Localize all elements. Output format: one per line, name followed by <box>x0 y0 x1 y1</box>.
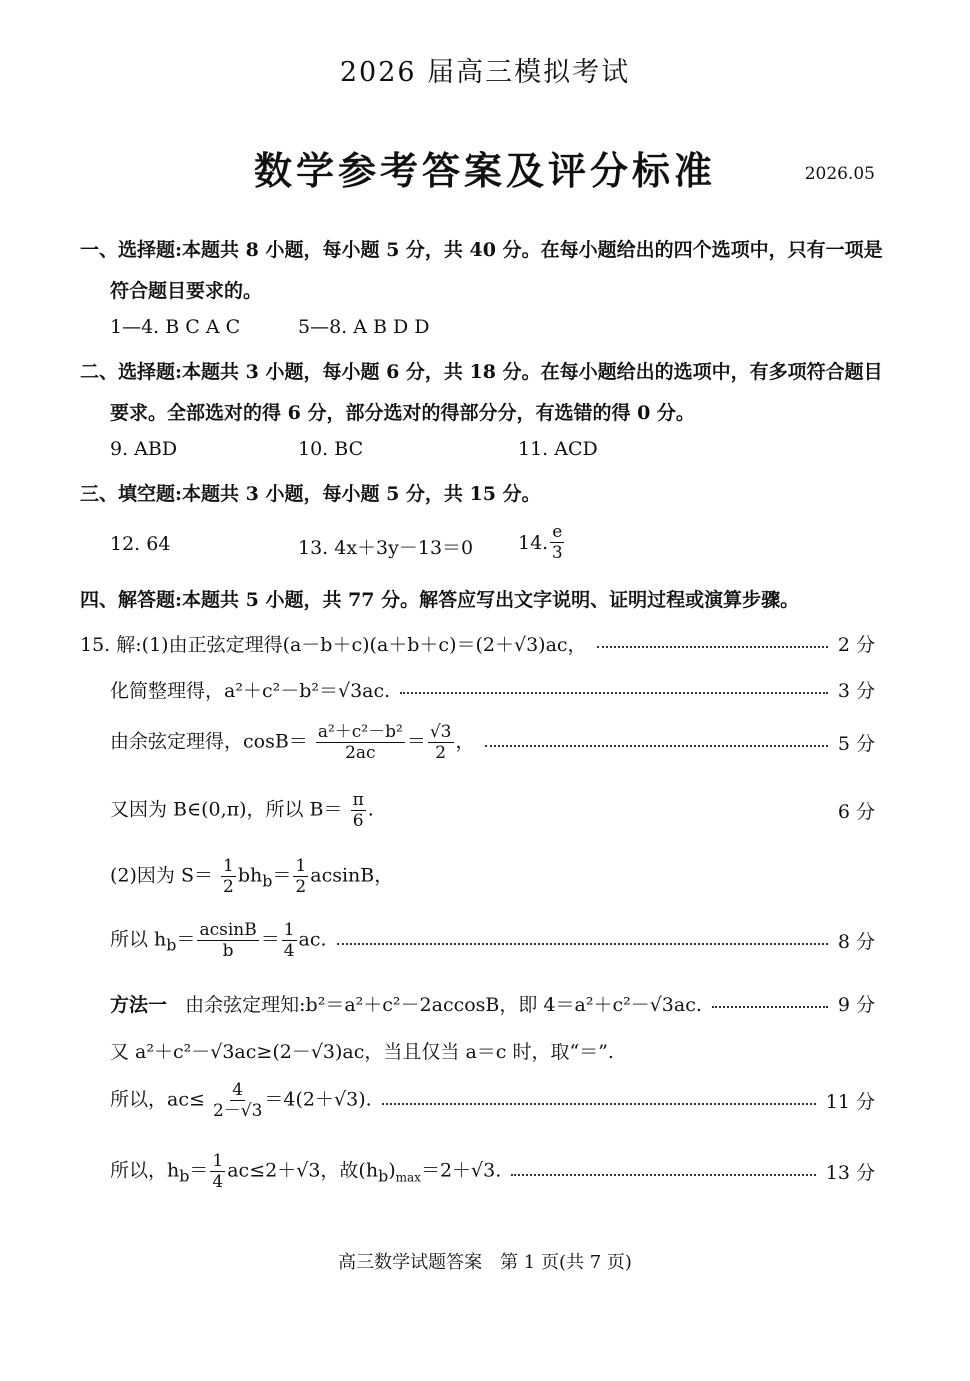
part2-answer-10: 10. BC <box>298 438 364 460</box>
answer-14-label: 14. <box>518 531 549 554</box>
one-half-fraction <box>221 856 236 897</box>
line-7-text: 由余弦定理知:b²＝a²＋c²－2accosB，即 4＝a²＋c²－√3ac. <box>185 994 702 1016</box>
four-over-fraction <box>213 1080 262 1121</box>
part2-answer-11: 11. ACD <box>518 438 598 460</box>
max-subscript: max <box>395 1170 421 1185</box>
score-label: 8 分 <box>837 931 875 953</box>
one-half-fraction-2 <box>293 856 308 897</box>
solution-line-5 <box>110 856 875 897</box>
solution-line-4 <box>110 790 875 831</box>
solution-line-9 <box>110 1080 875 1121</box>
fraction-numerator: 1 <box>295 856 307 876</box>
fraction-numerator: √3 <box>429 722 452 742</box>
one-quarter-fraction <box>210 1151 225 1192</box>
part2-heading-line1: 二、选择题:本题共 3 小题，每小题 6 分，共 18 分。在每小题给出的选项中，有多项符合题目 <box>80 361 883 383</box>
line-4-prefix: 又因为 B∈(0,π)，所以 B＝ <box>110 798 343 821</box>
equals-sign: ＝ <box>272 864 292 887</box>
subscript: b <box>378 1166 389 1186</box>
solution-line-1-text: 15. 解:(1)由正弦定理得(a－b＋c)(a＋b＋c)＝(2＋√3)ac， <box>80 634 587 656</box>
subscript: b <box>179 1166 190 1186</box>
solution-line-2-text: 化简整理得，a²＋c²－b²＝√3ac. <box>110 680 391 702</box>
subscript: b <box>262 871 273 891</box>
punctuation: ， <box>455 730 475 753</box>
fraction-denominator: 2－√3 <box>212 1101 263 1121</box>
line-8-text: 又 a²＋c²－√3ac≥(2－√3)ac，当且仅当 a＝c 时，取“＝”. <box>110 1041 614 1063</box>
part1-heading-line1: 一、选择题:本题共 8 小题，每小题 5 分，共 40 分。在每小题给出的四个选项中，只有一项是 <box>80 239 883 261</box>
fraction-denominator: 2ac <box>345 743 376 763</box>
part1-heading-line2: 符合题目要求的。 <box>110 280 263 302</box>
answer-14-numerator: e <box>552 522 563 542</box>
line-10-suffix: ＝2＋√3. <box>420 1159 502 1182</box>
fraction-numerator: a²＋c²－b² <box>317 722 403 742</box>
date-label: 2026.05 <box>804 164 875 184</box>
line-5-suffix: acsinB， <box>310 864 394 887</box>
line-10-prefix: 所以，h <box>110 1159 180 1182</box>
solution-line-3 <box>110 722 875 763</box>
line-10-middle: ac≤2＋√3，故(h <box>227 1159 379 1182</box>
solution-line-10 <box>110 1151 875 1192</box>
solution-line-1 <box>80 630 875 657</box>
answer-14-fraction <box>550 522 564 563</box>
part1-answer-2: 5—8. A B D D <box>298 316 430 338</box>
equals-sign: ＝ <box>260 928 280 951</box>
part3-answer-13: 13. 4x＋3y－13＝0 <box>298 537 474 559</box>
part1-answer-1: 1—4. B C A C <box>110 316 241 338</box>
fraction-numerator: acsinB <box>199 920 257 940</box>
equals-sign: ＝ <box>189 1159 209 1182</box>
fraction-numerator: 1 <box>283 920 295 940</box>
dotted-leader <box>712 1006 828 1008</box>
fraction-numerator: 1 <box>212 1151 224 1171</box>
part3-answer-14 <box>518 522 566 563</box>
fraction-denominator: 2 <box>435 743 447 763</box>
line-3-prefix: 由余弦定理得，cosB＝ <box>110 730 308 753</box>
line-9-suffix: ＝4(2＋√3). <box>264 1088 372 1111</box>
fraction-denominator: 2 <box>223 877 234 897</box>
equals-sign: ＝ <box>176 928 196 951</box>
score-label: 2 分 <box>837 634 875 656</box>
pi-over-6-fraction <box>351 790 366 831</box>
line-5-prefix: (2)因为 S＝ <box>110 864 213 887</box>
page-footer: 高三数学试题答案 第 1 页(共 7 页) <box>338 1252 632 1273</box>
score-label: 13 分 <box>825 1162 875 1184</box>
acsinb-over-b-fraction <box>197 920 258 961</box>
fraction-numerator: 1 <box>223 856 234 876</box>
fraction-numerator: π <box>352 790 364 810</box>
score-label: 3 分 <box>837 680 875 702</box>
fraction-denominator: 4 <box>283 941 295 961</box>
fraction-numerator: 4 <box>232 1080 244 1100</box>
exam-title: 2026 届高三模拟考试 <box>339 57 631 88</box>
close-paren: ) <box>388 1159 396 1182</box>
part4-heading: 四、解答题:本题共 5 小题，共 77 分。解答应写出文字说明、证明过程或演算步骤。 <box>80 589 800 611</box>
line-9-prefix: 所以，ac≤ <box>110 1088 205 1111</box>
solution-line-7 <box>110 990 875 1017</box>
solution-line-2 <box>110 676 875 703</box>
fraction-denominator: b <box>222 941 234 961</box>
bh-text: bh <box>237 864 263 887</box>
score-label: 11 分 <box>825 1091 875 1113</box>
equals-sign: ＝ <box>406 730 426 753</box>
part3-heading: 三、填空题:本题共 3 小题，每小题 5 分，共 15 分。 <box>80 483 541 505</box>
dotted-leader <box>337 943 828 945</box>
page-title: 数学参考答案及评分标准 <box>253 148 716 193</box>
fraction-denominator: 4 <box>212 1172 224 1192</box>
dotted-leader <box>511 1174 816 1176</box>
score-label: 5 分 <box>837 733 875 755</box>
subscript: b <box>166 935 177 955</box>
line-6-prefix: 所以 h <box>110 928 167 951</box>
fraction-denominator: 2 <box>295 877 307 897</box>
score-label: 6 分 <box>837 801 875 823</box>
dotted-leader <box>382 1103 816 1105</box>
score-label: 9 分 <box>837 994 875 1016</box>
part3-answer-12: 12. 64 <box>110 533 171 555</box>
sqrt3-over-2-fraction <box>428 722 454 763</box>
one-quarter-fraction <box>282 920 297 961</box>
solution-line-8 <box>110 1037 875 1064</box>
cos-fraction <box>316 722 405 763</box>
dotted-leader <box>597 646 828 648</box>
solution-line-6 <box>110 920 875 961</box>
part2-heading-line2: 要求。全部选对的得 6 分，部分选对的得部分分，有选错的得 0 分。 <box>110 402 695 424</box>
fraction-denominator: 6 <box>352 811 364 831</box>
punctuation: . <box>367 798 374 821</box>
method-one-label: 方法一 <box>110 994 168 1016</box>
answer-14-denominator: 3 <box>551 543 563 563</box>
part2-answer-9: 9. ABD <box>110 438 178 460</box>
dotted-leader <box>485 745 828 747</box>
line-6-suffix: ac. <box>298 928 327 951</box>
dotted-leader <box>400 692 828 694</box>
